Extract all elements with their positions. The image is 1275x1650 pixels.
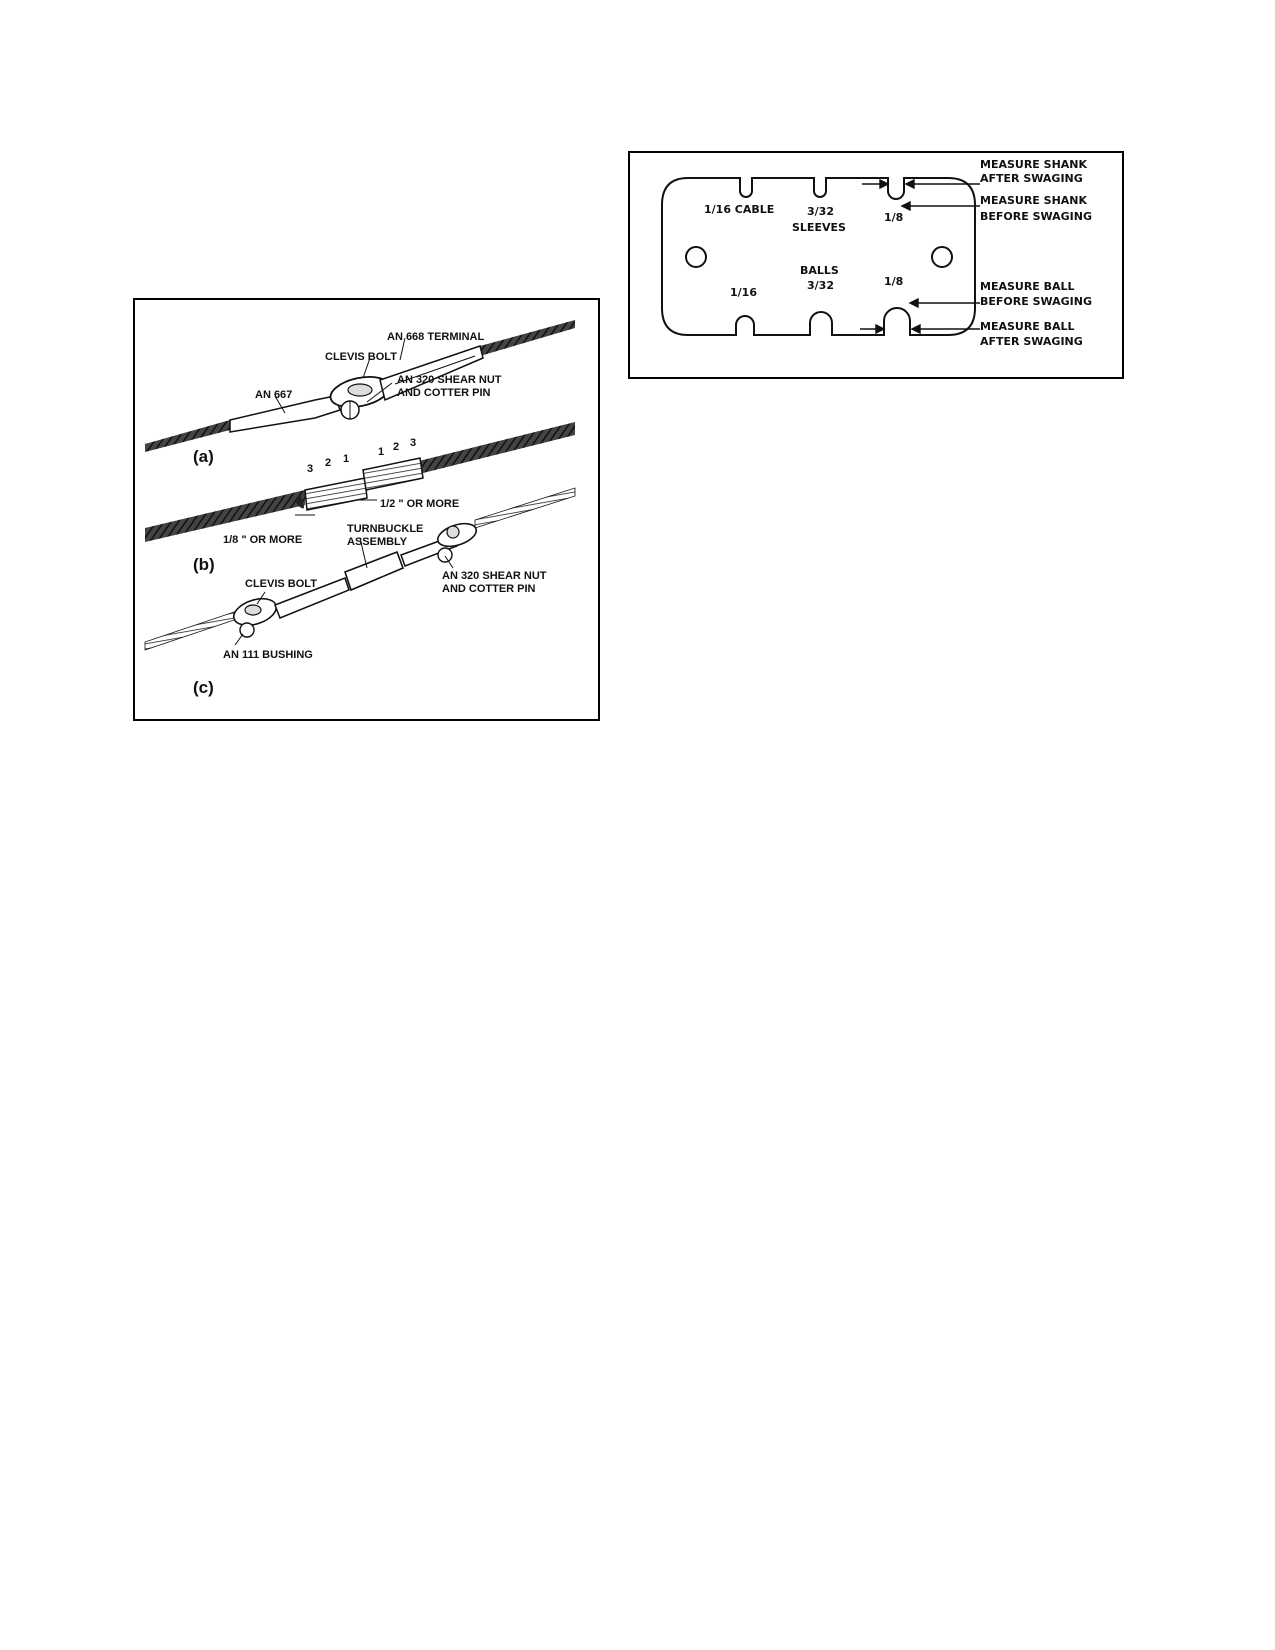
callout-shank-before-1: MEASURE SHANK bbox=[980, 194, 1088, 207]
cable-fittings-figure bbox=[133, 298, 600, 721]
callout-shank-after-2: AFTER SWAGING bbox=[980, 172, 1083, 185]
label-shear-nut-a-1: AN 320 SHEAR NUT bbox=[397, 374, 502, 386]
mounting-hole-left bbox=[686, 247, 706, 267]
tag-c: (c) bbox=[193, 678, 214, 697]
callout-shank-after-1: MEASURE SHANK bbox=[980, 158, 1088, 171]
label-1-16-cable: 1/16 CABLE bbox=[704, 203, 775, 216]
clevis-bolt-a-head bbox=[348, 384, 372, 396]
callout-ball-before-2: BEFORE SWAGING bbox=[980, 295, 1093, 308]
sleeve-left bbox=[305, 478, 367, 510]
callout-ball-after-2: AFTER SWAGING bbox=[980, 335, 1083, 348]
label-balls: BALLS bbox=[800, 264, 839, 277]
cable-fittings-drawing bbox=[135, 300, 598, 719]
label-bottom-1-8: 1/8 bbox=[884, 275, 904, 288]
label-sleeve-left-1: 1 bbox=[343, 453, 350, 465]
label-an667: AN 667 bbox=[255, 389, 293, 401]
label-an668-terminal: AN 668 TERMINAL bbox=[387, 331, 485, 343]
sleeve-right bbox=[363, 458, 423, 490]
label-sleeve-right-2: 2 bbox=[393, 441, 400, 453]
shear-nut-c bbox=[438, 548, 452, 562]
label-shear-nut-a-2: AND COTTER PIN bbox=[397, 387, 491, 399]
label-sleeve-left-2: 2 bbox=[325, 457, 332, 469]
label-top-1-8: 1/8 bbox=[884, 211, 904, 224]
cable-a-left bbox=[145, 420, 230, 452]
label-turnbuckle-1: TURNBUCKLE bbox=[347, 523, 424, 535]
label-sleeve-right-3: 3 bbox=[410, 437, 417, 449]
label-an111-bushing: AN 111 BUSHING bbox=[223, 649, 313, 661]
cable-b-right bbox=[415, 422, 575, 475]
mounting-hole-right bbox=[932, 247, 952, 267]
gauge-plate-outline bbox=[662, 178, 975, 335]
label-turnbuckle-2: ASSEMBLY bbox=[347, 536, 408, 548]
callout-ball-before-1: MEASURE BALL bbox=[980, 280, 1075, 293]
label-clevis-bolt-c: CLEVIS BOLT bbox=[245, 578, 317, 590]
label-eighth-inch: 1/8 " OR MORE bbox=[223, 534, 303, 546]
swage-gauge-figure bbox=[628, 151, 1124, 379]
cable-a-right bbox=[480, 320, 575, 356]
clevis-bolt-c-head bbox=[245, 605, 261, 615]
label-sleeve-right-1: 1 bbox=[378, 446, 385, 458]
callout-shank-before-2: BEFORE SWAGING bbox=[980, 210, 1093, 223]
label-shear-nut-c-2: AND COTTER PIN bbox=[442, 583, 536, 595]
label-bottom-3-32: 3/32 bbox=[807, 279, 834, 292]
label-sleeve-left-3: 3 bbox=[307, 463, 314, 475]
tag-b: (b) bbox=[193, 555, 215, 574]
label-half-inch: 1/2 " OR MORE bbox=[380, 498, 460, 510]
label-bottom-1-16: 1/16 bbox=[730, 286, 757, 299]
swage-gauge-drawing bbox=[630, 153, 1122, 377]
label-top-3-32: 3/32 bbox=[807, 205, 834, 218]
label-clevis-bolt-a: CLEVIS BOLT bbox=[325, 351, 397, 363]
label-shear-nut-c-1: AN 320 SHEAR NUT bbox=[442, 570, 547, 582]
turnbuckle-barrel bbox=[345, 552, 403, 590]
label-sleeves: SLEEVES bbox=[792, 221, 846, 234]
an667-fork bbox=[230, 396, 340, 432]
clevis-pin-c bbox=[447, 526, 459, 538]
assembly-a bbox=[145, 320, 575, 452]
tag-a: (a) bbox=[193, 447, 214, 466]
cable-c-left bbox=[145, 610, 240, 650]
callout-ball-after-1: MEASURE BALL bbox=[980, 320, 1075, 333]
cable-c-right bbox=[475, 488, 575, 528]
